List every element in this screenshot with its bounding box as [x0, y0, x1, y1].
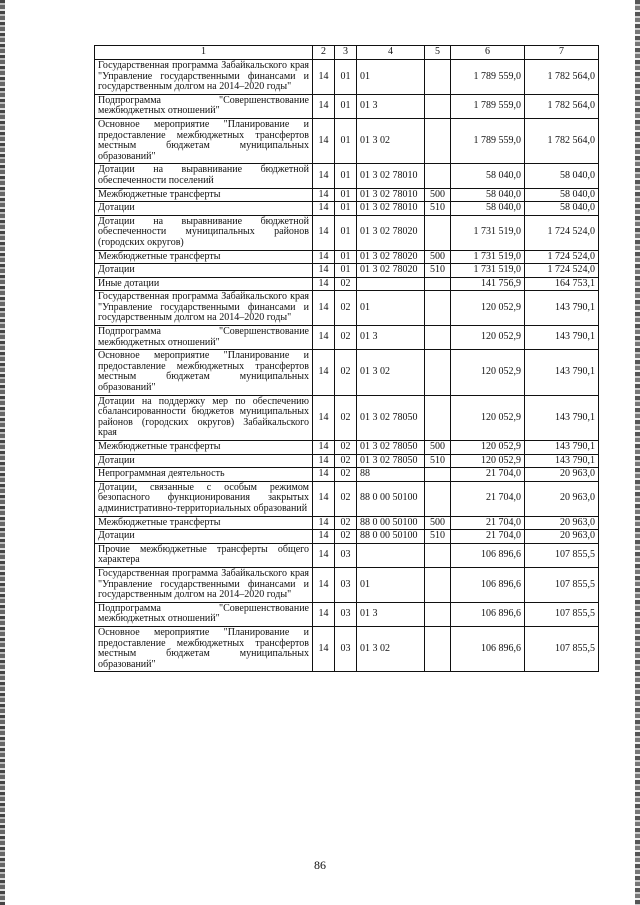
row-code-4: 01 3 02 78020	[357, 264, 425, 278]
row-name: Дотации на выравнивание бюджетной обеспеченности поселений	[95, 164, 313, 188]
row-code-5	[425, 602, 451, 626]
row-name: Основное мероприятие "Планирование и предоставление межбюджетных трансфертов местным бюджетам муниципальных образований"	[95, 626, 313, 671]
row-code-4: 01 3 02 78020	[357, 215, 425, 250]
row-value-7: 143 790,1	[525, 350, 599, 395]
table-row	[95, 350, 599, 395]
row-code-4: 01 3 02	[357, 626, 425, 671]
row-value-7: 164 753,1	[525, 277, 599, 291]
row-code-4: 01 3	[357, 94, 425, 118]
row-name: Дотации на выравнивание бюджетной обеспеченности муниципальных районов (городских округов)	[95, 215, 313, 250]
row-code-2: 14	[313, 326, 335, 350]
row-value-7: 1 724 524,0	[525, 215, 599, 250]
row-code-5	[425, 481, 451, 516]
row-code-5: 500	[425, 250, 451, 264]
row-code-3: 03	[335, 567, 357, 602]
row-code-2: 14	[313, 264, 335, 278]
row-value-6: 21 704,0	[451, 516, 525, 530]
row-code-3: 03	[335, 626, 357, 671]
row-value-7: 20 963,0	[525, 468, 599, 482]
table-row	[95, 441, 599, 455]
row-value-6: 1 789 559,0	[451, 118, 525, 163]
table-row	[95, 164, 599, 188]
header-col-7: 7	[525, 46, 599, 60]
row-code-3: 01	[335, 164, 357, 188]
row-value-6: 120 052,9	[451, 291, 525, 326]
row-code-5: 500	[425, 516, 451, 530]
row-name: Подпрограмма "Совершенствование межбюджетных отношений"	[95, 326, 313, 350]
row-name: Дотации, связанные с особым режимом безопасного функционирования закрытых административно-территориальных образований	[95, 481, 313, 516]
row-code-2: 14	[313, 481, 335, 516]
row-name: Дотации на поддержку мер по обеспечению сбалансированности бюджетов муниципальных районов (городских округов) Забайкальского края	[95, 395, 313, 440]
row-code-3: 01	[335, 94, 357, 118]
row-code-2: 14	[313, 350, 335, 395]
table-row	[95, 395, 599, 440]
row-code-2: 14	[313, 468, 335, 482]
row-name: Государственная программа Забайкальского края "Управление государственными финансами и государственным долгом на 2014–2020 годы"	[95, 60, 313, 95]
budget-table	[94, 45, 599, 672]
row-name: Государственная программа Забайкальского края "Управление государственными финансами и государственным долгом на 2014–2020 годы"	[95, 291, 313, 326]
row-code-3: 01	[335, 202, 357, 216]
row-code-2: 14	[313, 441, 335, 455]
row-code-4: 88 0 00 50100	[357, 481, 425, 516]
row-name: Межбюджетные трансферты	[95, 250, 313, 264]
table-header-row	[95, 46, 599, 60]
row-code-3: 02	[335, 454, 357, 468]
row-code-5	[425, 543, 451, 567]
table-row	[95, 202, 599, 216]
row-code-3: 01	[335, 264, 357, 278]
row-code-5	[425, 118, 451, 163]
table-row	[95, 543, 599, 567]
row-code-3: 01	[335, 215, 357, 250]
row-value-6: 106 896,6	[451, 567, 525, 602]
row-code-3: 03	[335, 602, 357, 626]
row-value-7: 1 782 564,0	[525, 60, 599, 95]
row-code-4: 01 3 02	[357, 350, 425, 395]
row-code-4: 01 3 02 78050	[357, 454, 425, 468]
row-code-2: 14	[313, 395, 335, 440]
row-code-2: 14	[313, 543, 335, 567]
row-value-6: 21 704,0	[451, 530, 525, 544]
row-code-3: 03	[335, 543, 357, 567]
row-code-4: 01	[357, 60, 425, 95]
row-name: Дотации	[95, 454, 313, 468]
row-value-6: 1 789 559,0	[451, 60, 525, 95]
table-row	[95, 215, 599, 250]
row-code-3: 02	[335, 395, 357, 440]
table-row	[95, 291, 599, 326]
row-value-6: 141 756,9	[451, 277, 525, 291]
row-code-5	[425, 94, 451, 118]
row-name: Подпрограмма "Совершенствование межбюджетных отношений"	[95, 94, 313, 118]
row-code-3: 01	[335, 60, 357, 95]
row-value-7: 143 790,1	[525, 454, 599, 468]
row-code-5: 500	[425, 188, 451, 202]
row-name: Межбюджетные трансферты	[95, 188, 313, 202]
row-code-3: 02	[335, 350, 357, 395]
row-code-3: 02	[335, 481, 357, 516]
scan-edge-left	[0, 0, 5, 905]
row-code-5	[425, 468, 451, 482]
row-code-3: 01	[335, 250, 357, 264]
row-value-6: 58 040,0	[451, 188, 525, 202]
row-code-3: 02	[335, 530, 357, 544]
row-name: Основное мероприятие "Планирование и предоставление межбюджетных трансфертов местным бюджетам муниципальных образований"	[95, 118, 313, 163]
row-value-6: 1 789 559,0	[451, 94, 525, 118]
row-code-2: 14	[313, 567, 335, 602]
header-col-2: 2	[313, 46, 335, 60]
row-value-7: 1 724 524,0	[525, 264, 599, 278]
table-row	[95, 326, 599, 350]
row-code-4: 88	[357, 468, 425, 482]
header-col-5: 5	[425, 46, 451, 60]
table-row	[95, 468, 599, 482]
row-value-6: 120 052,9	[451, 395, 525, 440]
row-code-3: 02	[335, 291, 357, 326]
row-code-2: 14	[313, 277, 335, 291]
row-value-7: 107 855,5	[525, 567, 599, 602]
row-code-2: 14	[313, 164, 335, 188]
header-col-4: 4	[357, 46, 425, 60]
row-name: Дотации	[95, 264, 313, 278]
row-value-7: 107 855,5	[525, 543, 599, 567]
row-name: Межбюджетные трансферты	[95, 441, 313, 455]
row-code-5	[425, 350, 451, 395]
row-value-7: 107 855,5	[525, 626, 599, 671]
table-row	[95, 94, 599, 118]
row-code-4: 01 3 02	[357, 118, 425, 163]
row-code-3: 01	[335, 188, 357, 202]
row-code-2: 14	[313, 516, 335, 530]
row-code-4	[357, 277, 425, 291]
row-code-3: 02	[335, 468, 357, 482]
row-code-5: 510	[425, 202, 451, 216]
row-code-2: 14	[313, 454, 335, 468]
table-row	[95, 188, 599, 202]
row-value-6: 1 731 519,0	[451, 215, 525, 250]
table-row	[95, 530, 599, 544]
row-code-5	[425, 326, 451, 350]
row-code-5	[425, 277, 451, 291]
table-row	[95, 118, 599, 163]
row-value-7: 20 963,0	[525, 481, 599, 516]
header-col-1: 1	[95, 46, 313, 60]
row-name: Дотации	[95, 530, 313, 544]
row-name: Дотации	[95, 202, 313, 216]
row-name: Прочие межбюджетные трансферты общего характера	[95, 543, 313, 567]
row-code-5	[425, 60, 451, 95]
table-row	[95, 454, 599, 468]
table-row	[95, 264, 599, 278]
row-value-6: 58 040,0	[451, 164, 525, 188]
row-code-2: 14	[313, 60, 335, 95]
row-code-4: 01 3 02 78010	[357, 202, 425, 216]
row-value-6: 21 704,0	[451, 481, 525, 516]
row-name: Основное мероприятие "Планирование и предоставление межбюджетных трансфертов местным бюджетам муниципальных образований"	[95, 350, 313, 395]
row-name: Непрограммная деятельность	[95, 468, 313, 482]
row-code-5: 500	[425, 441, 451, 455]
row-code-5	[425, 626, 451, 671]
header-col-3: 3	[335, 46, 357, 60]
table-row	[95, 481, 599, 516]
row-code-3: 01	[335, 118, 357, 163]
row-code-2: 14	[313, 291, 335, 326]
row-name: Межбюджетные трансферты	[95, 516, 313, 530]
row-value-7: 20 963,0	[525, 516, 599, 530]
row-code-4: 01 3	[357, 602, 425, 626]
table-row	[95, 60, 599, 95]
row-name: Государственная программа Забайкальского края "Управление государственными финансами и государственным долгом на 2014–2020 годы"	[95, 567, 313, 602]
row-value-7: 20 963,0	[525, 530, 599, 544]
row-code-4: 01	[357, 567, 425, 602]
row-code-4: 01 3	[357, 326, 425, 350]
row-code-4	[357, 543, 425, 567]
row-code-4: 01	[357, 291, 425, 326]
table-row	[95, 277, 599, 291]
row-value-6: 106 896,6	[451, 543, 525, 567]
row-code-2: 14	[313, 602, 335, 626]
row-value-6: 120 052,9	[451, 350, 525, 395]
row-value-7: 1 782 564,0	[525, 118, 599, 163]
row-code-5	[425, 291, 451, 326]
table-row	[95, 626, 599, 671]
page-number: 86	[314, 858, 326, 872]
row-value-7: 143 790,1	[525, 395, 599, 440]
row-code-5	[425, 567, 451, 602]
table-row	[95, 250, 599, 264]
row-value-6: 1 731 519,0	[451, 264, 525, 278]
table-body	[95, 46, 599, 672]
row-code-2: 14	[313, 202, 335, 216]
row-code-2: 14	[313, 188, 335, 202]
row-code-4: 88 0 00 50100	[357, 530, 425, 544]
row-value-7: 143 790,1	[525, 326, 599, 350]
row-code-5: 510	[425, 264, 451, 278]
row-value-7: 58 040,0	[525, 188, 599, 202]
row-name: Подпрограмма "Совершенствование межбюджетных отношений"	[95, 602, 313, 626]
row-code-2: 14	[313, 118, 335, 163]
header-col-6: 6	[451, 46, 525, 60]
table-row	[95, 516, 599, 530]
row-code-2: 14	[313, 626, 335, 671]
row-value-7: 1 782 564,0	[525, 94, 599, 118]
row-code-4: 01 3 02 78050	[357, 395, 425, 440]
row-code-5	[425, 215, 451, 250]
table-row	[95, 567, 599, 602]
row-code-3: 02	[335, 277, 357, 291]
row-code-4: 88 0 00 50100	[357, 516, 425, 530]
row-value-7: 143 790,1	[525, 441, 599, 455]
row-value-6: 1 731 519,0	[451, 250, 525, 264]
row-code-5	[425, 164, 451, 188]
row-code-2: 14	[313, 215, 335, 250]
row-value-6: 21 704,0	[451, 468, 525, 482]
row-value-7: 143 790,1	[525, 291, 599, 326]
table-row	[95, 602, 599, 626]
row-code-5: 510	[425, 530, 451, 544]
row-value-6: 120 052,9	[451, 441, 525, 455]
row-code-5: 510	[425, 454, 451, 468]
row-code-3: 02	[335, 441, 357, 455]
row-value-6: 106 896,6	[451, 626, 525, 671]
row-value-7: 58 040,0	[525, 202, 599, 216]
row-value-7: 1 724 524,0	[525, 250, 599, 264]
row-code-2: 14	[313, 250, 335, 264]
row-value-6: 120 052,9	[451, 454, 525, 468]
row-code-4: 01 3 02 78050	[357, 441, 425, 455]
row-code-3: 02	[335, 516, 357, 530]
row-value-6: 106 896,6	[451, 602, 525, 626]
scan-edge-right	[635, 0, 640, 905]
row-code-2: 14	[313, 530, 335, 544]
row-code-4: 01 3 02 78020	[357, 250, 425, 264]
row-value-7: 58 040,0	[525, 164, 599, 188]
row-code-3: 02	[335, 326, 357, 350]
row-name: Иные дотации	[95, 277, 313, 291]
row-code-4: 01 3 02 78010	[357, 164, 425, 188]
row-code-5	[425, 395, 451, 440]
row-value-7: 107 855,5	[525, 602, 599, 626]
row-code-4: 01 3 02 78010	[357, 188, 425, 202]
row-code-2: 14	[313, 94, 335, 118]
row-value-6: 120 052,9	[451, 326, 525, 350]
row-value-6: 58 040,0	[451, 202, 525, 216]
